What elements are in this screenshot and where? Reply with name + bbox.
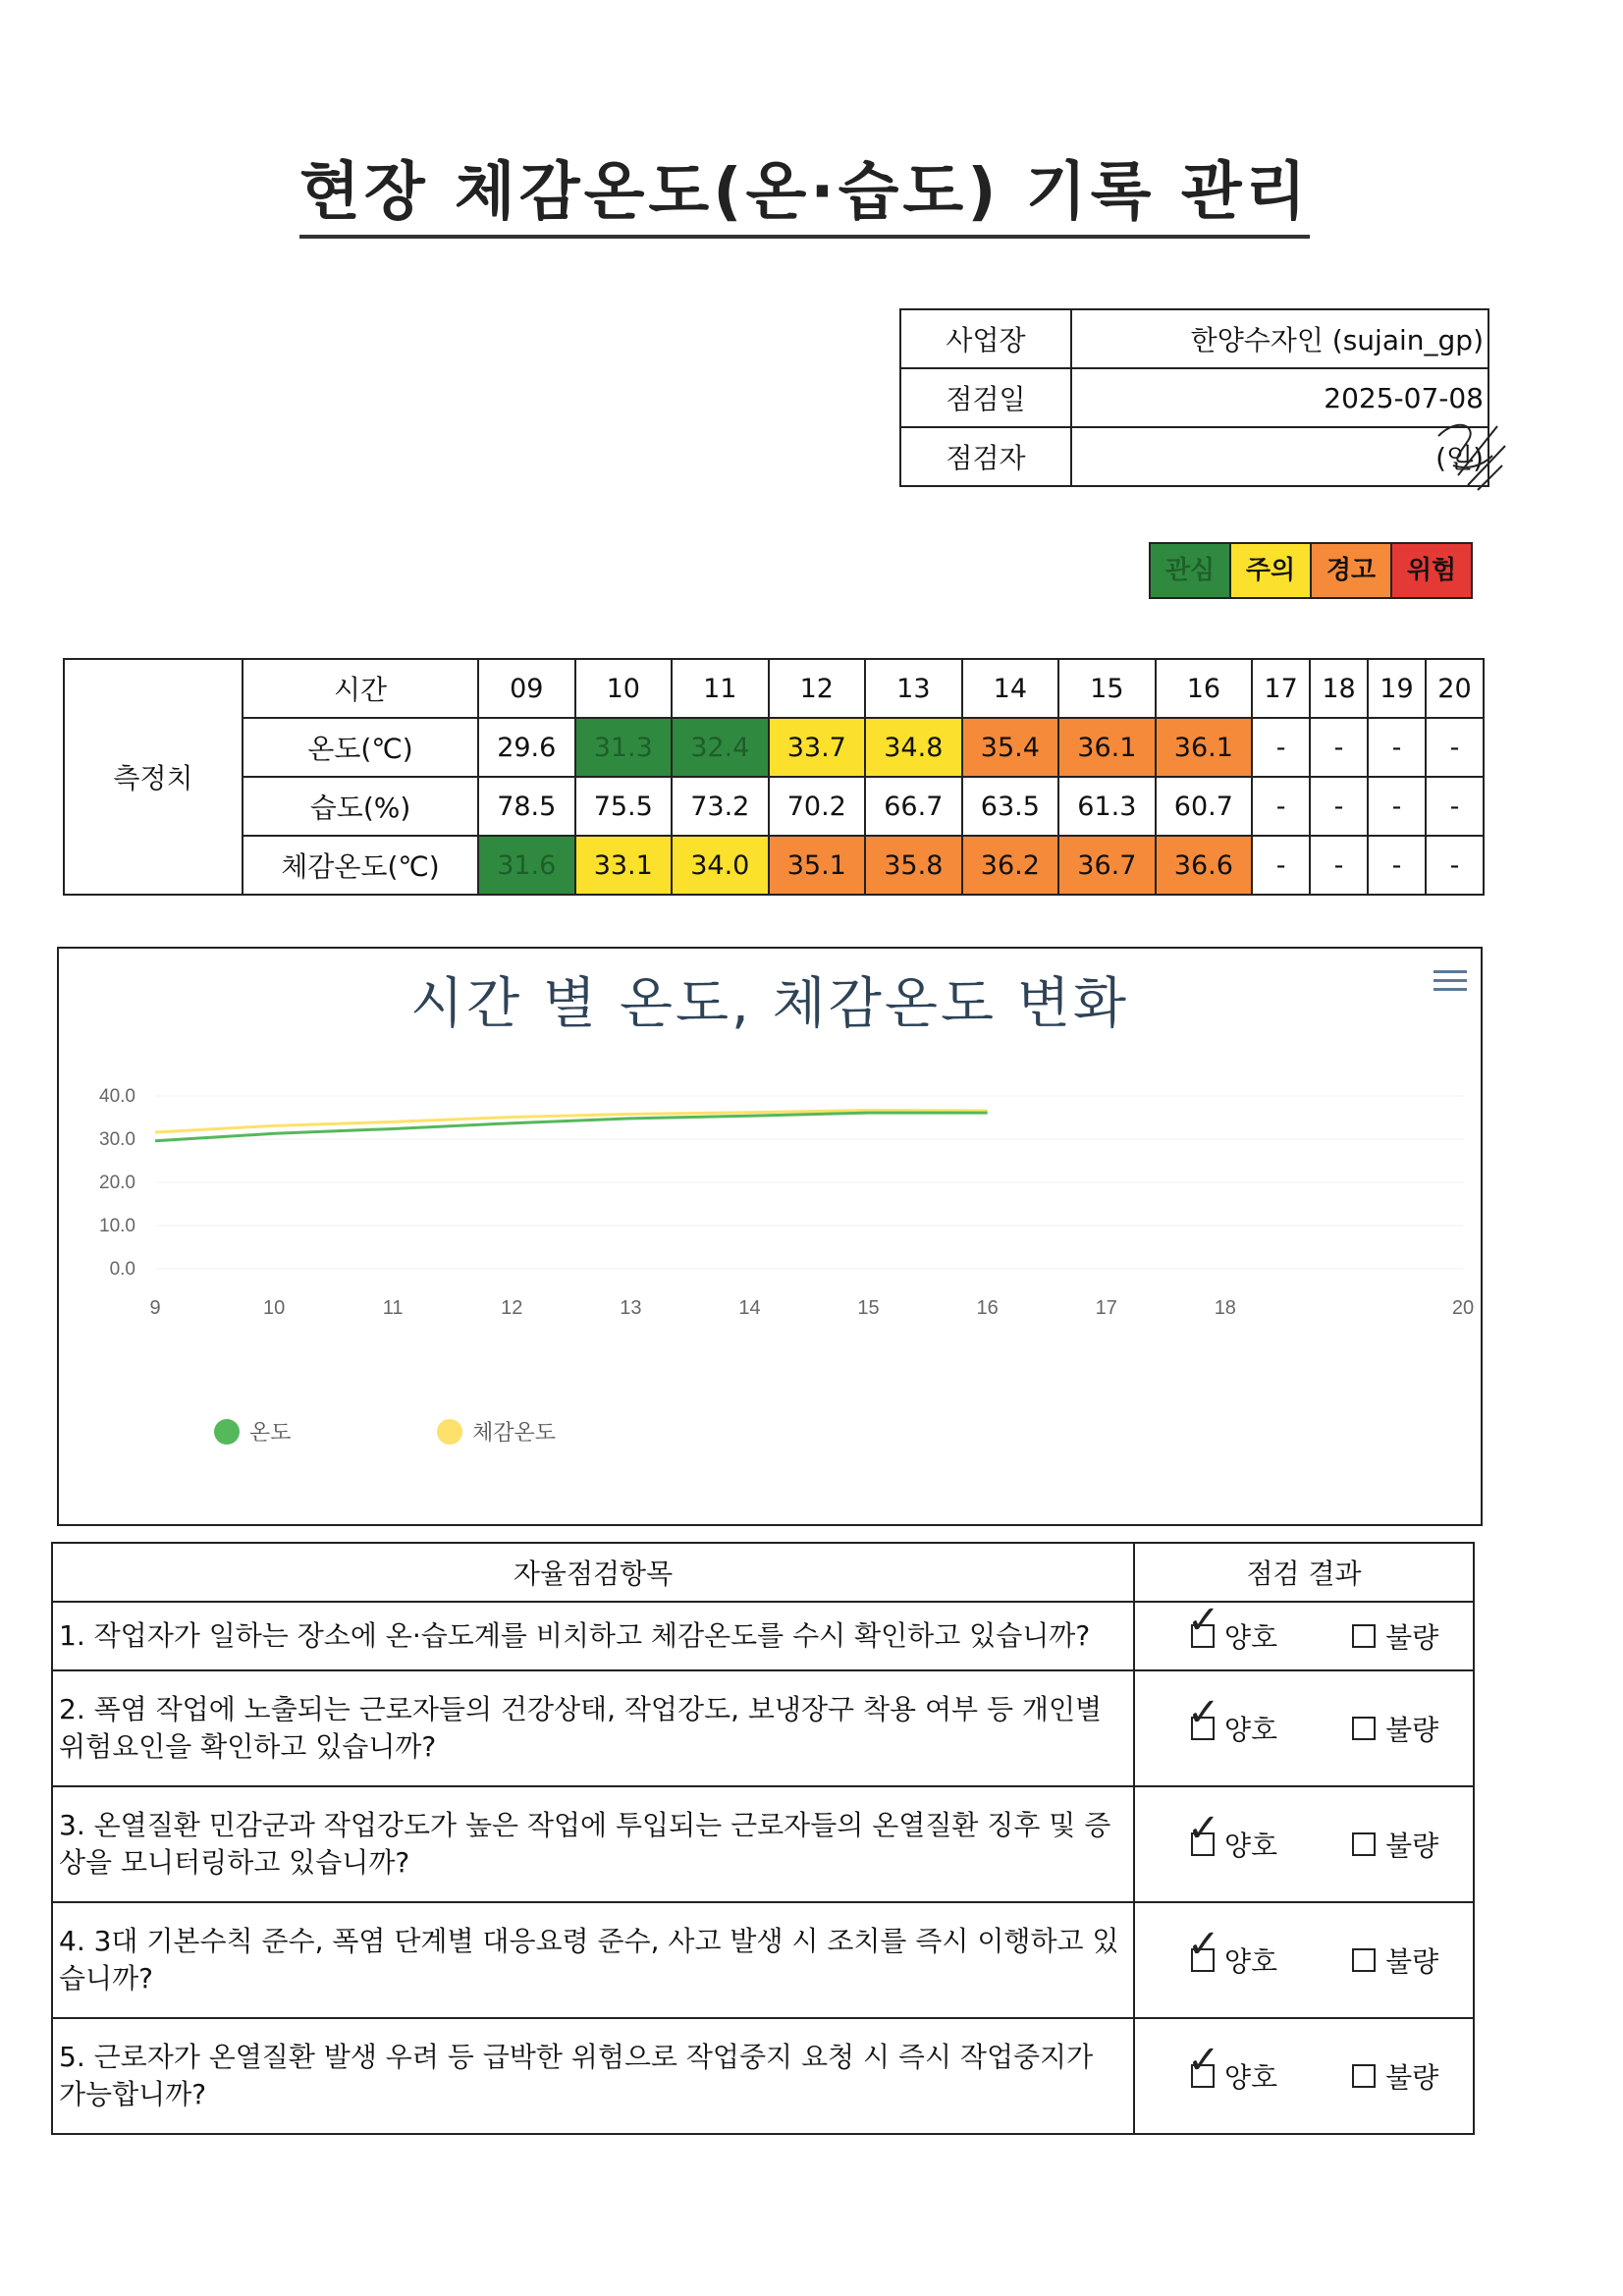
- checklist-row: [52, 1602, 1474, 1670]
- legend-label-temperature: 온도: [249, 1421, 292, 1446]
- value-cell: -: [1368, 836, 1426, 895]
- hour-cell: 14: [962, 659, 1059, 718]
- hour-cell: 11: [672, 659, 769, 718]
- hour-cell: 17: [1252, 659, 1310, 718]
- risk-level-legend: [1149, 542, 1473, 599]
- option-good[interactable]: [1187, 1922, 1278, 1980]
- document-title: 현장 체감온도(온·습도) 기록 관리: [299, 155, 1310, 239]
- y-tick-label: 0.0: [109, 1259, 135, 1280]
- value-cell: 35.1: [769, 836, 866, 895]
- checkbox[interactable]: [1352, 1832, 1376, 1856]
- x-tick-label: 10: [262, 1297, 286, 1319]
- checklist-result: [1134, 1902, 1474, 2018]
- chart-panel: [57, 947, 1483, 1526]
- hour-cell: 13: [865, 659, 962, 718]
- measurement-table: [63, 658, 1485, 896]
- y-tick-label: 10.0: [99, 1216, 135, 1236]
- x-tick-label: 20: [1451, 1297, 1475, 1319]
- value-cell: -: [1252, 777, 1310, 836]
- option-good[interactable]: [1187, 1806, 1278, 1864]
- checkmark-icon: ✓: [1187, 1922, 1220, 1967]
- option-good[interactable]: [1187, 1598, 1278, 1656]
- option-good[interactable]: [1187, 1690, 1278, 1748]
- legend-caution: 주의: [1231, 544, 1312, 597]
- option-bad[interactable]: [1352, 2056, 1438, 2096]
- option-label: 불량: [1385, 1945, 1439, 1978]
- value-cell: 29.6: [478, 718, 575, 777]
- x-tick-label: 9: [149, 1297, 161, 1319]
- checkbox[interactable]: [1187, 2038, 1220, 2088]
- info-table: [899, 308, 1489, 487]
- value-cell: -: [1252, 836, 1310, 895]
- option-label: 불량: [1385, 1830, 1439, 1862]
- checklist-question: 5. 근로자가 온열질환 발생 우려 등 급박한 위험으로 작업중지 요청 시 즉시 작업중지가 가능합니까?: [52, 2018, 1134, 2134]
- x-tick-label: 16: [976, 1297, 999, 1319]
- signature-image: [1429, 407, 1507, 495]
- checklist-row: [52, 1670, 1474, 1786]
- option-bad[interactable]: [1352, 1941, 1438, 1980]
- value-cell: 75.5: [575, 777, 673, 836]
- hour-cell: 09: [478, 659, 575, 718]
- checklist-question: 2. 폭염 작업에 노출되는 근로자들의 건강상태, 작업강도, 보냉장구 착용 여부 등 개인별 위험요인을 확인하고 있습니까?: [52, 1670, 1134, 1786]
- measurement-row-label: 측정치: [64, 659, 243, 895]
- checklist-header-row: [52, 1543, 1474, 1602]
- value-cell: 66.7: [865, 777, 962, 836]
- value-cell: -: [1368, 718, 1426, 777]
- inspector-label: 점검자: [900, 427, 1071, 486]
- option-label: 양호: [1224, 1714, 1278, 1746]
- checklist-table: [51, 1542, 1475, 2135]
- value-cell: 63.5: [962, 777, 1059, 836]
- value-cell: -: [1368, 777, 1426, 836]
- hour-cell: 19: [1368, 659, 1426, 718]
- option-label: 불량: [1385, 1714, 1439, 1746]
- y-tick-label: 30.0: [99, 1129, 135, 1150]
- y-tick-label: 20.0: [99, 1173, 135, 1193]
- checklist-row: [52, 1902, 1474, 2018]
- legend-interest: 관심: [1151, 544, 1231, 597]
- hour-cell: 12: [769, 659, 866, 718]
- value-cell: 32.4: [672, 718, 769, 777]
- checkbox[interactable]: [1187, 1598, 1220, 1648]
- checkbox[interactable]: [1352, 1624, 1376, 1648]
- value-cell: 31.6: [478, 836, 575, 895]
- value-cell: -: [1252, 718, 1310, 777]
- hour-cell: 15: [1058, 659, 1156, 718]
- checkmark-icon: ✓: [1187, 1598, 1220, 1643]
- temperature-row: [64, 718, 1484, 777]
- hour-cell: 10: [575, 659, 673, 718]
- legend-dot-apparent-temperature: [437, 1419, 462, 1445]
- value-cell: 34.0: [672, 836, 769, 895]
- value-cell: 73.2: [672, 777, 769, 836]
- chart-title: 시간 별 온도, 체감온도 변화: [409, 972, 1130, 1036]
- value-cell: 60.7: [1156, 777, 1253, 836]
- option-label: 양호: [1224, 1945, 1278, 1978]
- x-tick-label: 15: [857, 1297, 880, 1319]
- option-bad[interactable]: [1352, 1709, 1438, 1748]
- checkbox[interactable]: [1187, 1690, 1220, 1740]
- hours-row: [64, 659, 1484, 718]
- humidity-row: [64, 777, 1484, 836]
- x-tick-label: 12: [501, 1297, 523, 1319]
- checklist-row: [52, 1786, 1474, 1902]
- value-cell: 36.1: [1156, 718, 1253, 777]
- inspection-date-label: 점검일: [900, 368, 1071, 427]
- checklist-result-header: 점검 결과: [1134, 1543, 1474, 1602]
- checklist-question: 1. 작업자가 일하는 장소에 온·습도계를 비치하고 체감온도를 수시 확인하고 있습니까?: [52, 1602, 1134, 1670]
- value-cell: 61.3: [1058, 777, 1156, 836]
- x-tick-label: 11: [382, 1297, 404, 1319]
- inspector-cell: [1071, 427, 1488, 486]
- x-tick-label: 17: [1095, 1297, 1117, 1319]
- inspection-date-value: 2025-07-08: [1071, 368, 1488, 427]
- value-cell: 33.7: [769, 718, 866, 777]
- value-cell: 34.8: [865, 718, 962, 777]
- seal-mark-text: (인): [1435, 442, 1484, 474]
- value-cell: -: [1310, 718, 1368, 777]
- hour-cell: 18: [1310, 659, 1368, 718]
- option-good[interactable]: [1187, 2038, 1278, 2096]
- legend-danger: 위험: [1392, 544, 1471, 597]
- legend-item-temperature[interactable]: [214, 1416, 292, 1447]
- value-cell: -: [1426, 836, 1484, 895]
- value-cell: 33.1: [575, 836, 673, 895]
- value-cell: 36.1: [1058, 718, 1156, 777]
- checkbox[interactable]: [1352, 1948, 1376, 1972]
- x-tick-label: 14: [738, 1297, 761, 1319]
- humidity-label: 습도(%): [243, 777, 478, 836]
- option-label: 양호: [1224, 1621, 1278, 1654]
- y-tick-label: 40.0: [99, 1086, 135, 1107]
- option-label: 불량: [1385, 1621, 1439, 1654]
- option-bad[interactable]: [1352, 1825, 1438, 1864]
- temperature-label: 온도(℃): [243, 718, 478, 777]
- hour-cell: 16: [1156, 659, 1253, 718]
- apparent-temperature-row: [64, 836, 1484, 895]
- value-cell: 31.3: [575, 718, 673, 777]
- legend-label-apparent-temperature: 체감온도: [472, 1421, 557, 1446]
- apparent-temperature-label: 체감온도(℃): [243, 836, 478, 895]
- value-cell: -: [1426, 718, 1484, 777]
- checklist-question: 3. 온열질환 민감군과 작업강도가 높은 작업에 투입되는 근로자들의 온열질환 징후 및 증상을 모니터링하고 있습니까?: [52, 1786, 1134, 1902]
- value-cell: 36.7: [1058, 836, 1156, 895]
- checklist-question: 4. 3대 기본수칙 준수, 폭염 단계별 대응요령 준수, 사고 발생 시 조치를 즉시 이행하고 있습니까?: [52, 1902, 1134, 2018]
- value-cell: -: [1426, 777, 1484, 836]
- checklist-result: [1134, 1786, 1474, 1902]
- value-cell: 35.8: [865, 836, 962, 895]
- value-cell: 70.2: [769, 777, 866, 836]
- hour-cell: 20: [1426, 659, 1484, 718]
- checklist-result: [1134, 2018, 1474, 2134]
- x-tick-label: 18: [1214, 1297, 1236, 1319]
- checklist-result: [1134, 1670, 1474, 1786]
- option-label: 양호: [1224, 2061, 1278, 2094]
- checkbox[interactable]: [1352, 1717, 1376, 1740]
- option-bad[interactable]: [1352, 1616, 1438, 1656]
- value-cell: 36.2: [962, 836, 1059, 895]
- legend-item-apparent-temperature[interactable]: [437, 1416, 556, 1447]
- value-cell: -: [1310, 836, 1368, 895]
- checklist-result: [1134, 1598, 1474, 1670]
- checkbox[interactable]: [1187, 1806, 1220, 1856]
- value-cell: 35.4: [962, 718, 1059, 777]
- checklist-item-header: 자율점검항목: [52, 1543, 1134, 1602]
- workplace-value: 한양수자인 (sujain_gp): [1071, 309, 1488, 368]
- value-cell: 36.6: [1156, 836, 1253, 895]
- value-cell: -: [1310, 777, 1368, 836]
- legend-dot-temperature: [214, 1419, 240, 1445]
- checklist-row: [52, 2018, 1474, 2134]
- time-label: 시간: [243, 659, 478, 718]
- legend-warning: 경고: [1312, 544, 1392, 597]
- checkmark-icon: ✓: [1187, 2038, 1220, 2083]
- option-label: 양호: [1224, 1830, 1278, 1862]
- checkbox[interactable]: [1187, 1922, 1220, 1972]
- checkmark-icon: ✓: [1187, 1690, 1220, 1735]
- checkbox[interactable]: [1352, 2064, 1376, 2088]
- workplace-label: 사업장: [900, 309, 1071, 368]
- option-label: 불량: [1385, 2061, 1439, 2094]
- value-cell: 78.5: [478, 777, 575, 836]
- x-tick-label: 13: [620, 1297, 642, 1319]
- checkmark-icon: ✓: [1187, 1806, 1220, 1851]
